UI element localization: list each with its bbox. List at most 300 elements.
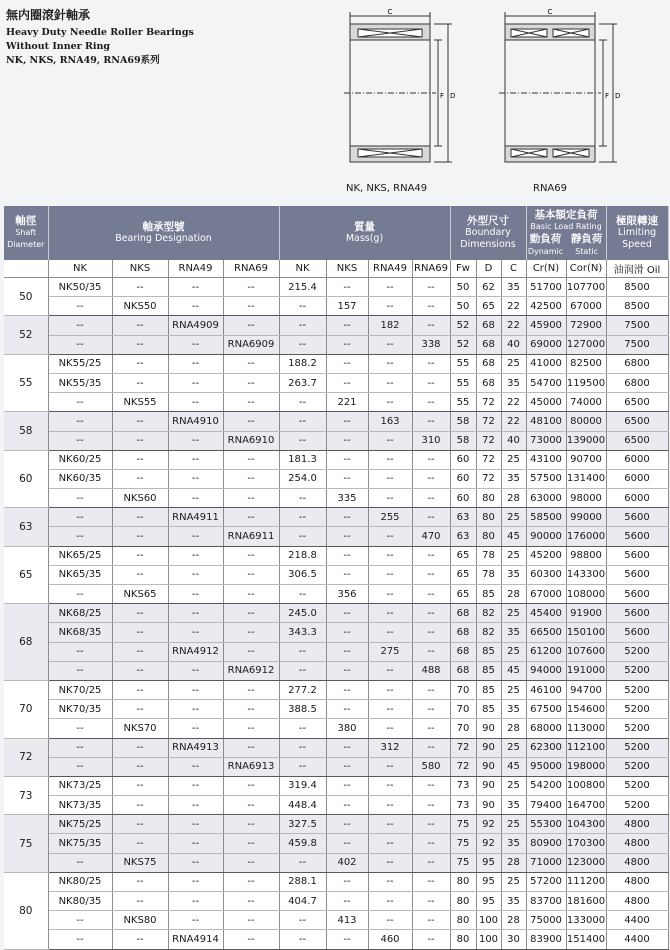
table-cell: -- (279, 431, 326, 450)
table-cell: 5600 (606, 508, 668, 527)
table-cell: -- (279, 757, 326, 776)
table-cell: -- (48, 527, 112, 546)
table-cell: -- (326, 680, 368, 699)
table-cell: 6000 (606, 489, 668, 508)
table-cell: 79400 (526, 796, 566, 815)
table-row (4, 450, 668, 469)
table-cell: -- (168, 853, 223, 872)
table-cell: -- (112, 527, 168, 546)
table-cell: 65 (450, 546, 476, 565)
table-cell: -- (168, 680, 223, 699)
table-cell: 80 (450, 911, 476, 930)
table-cell: -- (168, 335, 223, 354)
table-cell: 25 (501, 872, 526, 891)
table-cell: -- (412, 450, 450, 469)
table-cell: NK75/25 (48, 815, 112, 834)
table-cell: RNA6913 (223, 757, 279, 776)
table-cell: 80 (450, 892, 476, 911)
table-cell: -- (279, 642, 326, 661)
table-row (4, 335, 668, 354)
table-cell: 191000 (566, 661, 606, 680)
table-row (4, 796, 668, 815)
table-cell: 65 (450, 565, 476, 584)
title-english-line1: Heavy Duty Needle Roller Bearings (6, 27, 194, 38)
table-cell: -- (112, 604, 168, 623)
table-cell: 5600 (606, 565, 668, 584)
table-cell: -- (412, 354, 450, 373)
table-cell: 139000 (566, 431, 606, 450)
table-cell: 82 (476, 604, 501, 623)
table-cell: -- (223, 316, 279, 335)
table-cell: RNA6911 (223, 527, 279, 546)
table-cell: -- (326, 450, 368, 469)
table-cell: -- (326, 469, 368, 488)
table-cell: -- (223, 738, 279, 757)
table-cell: -- (223, 489, 279, 508)
bearing-section-drawing (495, 6, 625, 181)
table-row (4, 815, 668, 834)
table-cell: 45400 (526, 604, 566, 623)
table-cell: RNA4914 (168, 930, 223, 949)
table-cell: 75 (450, 853, 476, 872)
table-cell: -- (279, 527, 326, 546)
table-cell: -- (112, 546, 168, 565)
table-cell: 95 (476, 853, 501, 872)
table-cell: -- (279, 738, 326, 757)
table-cell: -- (112, 623, 168, 642)
table-cell: -- (112, 776, 168, 795)
table-cell: -- (412, 892, 450, 911)
table-row (4, 776, 668, 795)
table-row (4, 853, 668, 872)
table-cell: 100 (476, 911, 501, 930)
table-cell: -- (48, 508, 112, 527)
table-cell: 413 (326, 911, 368, 930)
table-cell: 41000 (526, 354, 566, 373)
table-cell: 90 (476, 776, 501, 795)
table-cell: -- (168, 489, 223, 508)
table-cell: 99000 (566, 508, 606, 527)
table-cell: 4800 (606, 834, 668, 853)
table-cell: -- (223, 892, 279, 911)
table-cell: 46100 (526, 680, 566, 699)
table-cell: RNA4913 (168, 738, 223, 757)
table-cell: RNA6909 (223, 335, 279, 354)
table-row (4, 565, 668, 584)
table-cell: NKS55 (112, 393, 168, 412)
table-row (4, 316, 668, 335)
table-cell: 74000 (566, 393, 606, 412)
table-cell: -- (326, 930, 368, 949)
table-cell: 402 (326, 853, 368, 872)
table-cell: -- (412, 911, 450, 930)
table-cell: 6800 (606, 373, 668, 392)
table-cell: -- (112, 642, 168, 661)
header-speed: 極限轉速 Limiting Speed (606, 206, 668, 260)
table-row (4, 738, 668, 757)
table-row (4, 354, 668, 373)
table-cell: 45900 (526, 316, 566, 335)
col-header: RNA69 (223, 260, 279, 278)
table-cell: 164700 (566, 796, 606, 815)
table-cell: 95 (476, 892, 501, 911)
table-cell: -- (368, 853, 412, 872)
table-cell: -- (168, 527, 223, 546)
table-row (4, 623, 668, 642)
table-row (4, 930, 668, 949)
table-cell: -- (223, 412, 279, 431)
table-cell: 60 (450, 489, 476, 508)
table-cell: -- (412, 489, 450, 508)
table-cell: 5200 (606, 642, 668, 661)
diagram-rna69 (495, 6, 625, 201)
table-cell: 55 (450, 393, 476, 412)
table-cell: 100800 (566, 776, 606, 795)
table-cell: -- (368, 278, 412, 297)
table-cell: -- (223, 700, 279, 719)
table-cell: -- (48, 431, 112, 450)
table-cell: 255 (368, 508, 412, 527)
table-cell: -- (326, 546, 368, 565)
table-cell: 108000 (566, 585, 606, 604)
table-cell: 25 (501, 450, 526, 469)
title-english-line2: Without Inner Ring (6, 41, 111, 52)
table-cell: 28 (501, 719, 526, 738)
table-cell: NK65/25 (48, 546, 112, 565)
table-cell: -- (48, 911, 112, 930)
table-cell: -- (326, 412, 368, 431)
table-row (4, 393, 668, 412)
table-cell: 67500 (526, 700, 566, 719)
table-cell: 5200 (606, 776, 668, 795)
table-cell: -- (168, 872, 223, 891)
table-cell: -- (112, 335, 168, 354)
table-cell: -- (112, 892, 168, 911)
table-cell: -- (223, 278, 279, 297)
table-cell: 25 (501, 354, 526, 373)
table-cell: RNA6912 (223, 661, 279, 680)
table-row (4, 527, 668, 546)
table-cell: 28 (501, 853, 526, 872)
table-cell: 343.3 (279, 623, 326, 642)
header-mass: 質量 Mass(g) (279, 206, 450, 260)
table-cell: -- (368, 623, 412, 642)
table-cell: 68 (450, 661, 476, 680)
table-cell: 4800 (606, 853, 668, 872)
col-header: NK (279, 260, 326, 278)
table-cell: -- (412, 930, 450, 949)
table-cell: 221 (326, 393, 368, 412)
table-cell: -- (223, 508, 279, 527)
table-cell: -- (168, 585, 223, 604)
table-cell: -- (112, 278, 168, 297)
table-cell: 107600 (566, 642, 606, 661)
table-cell: -- (368, 680, 412, 699)
table-cell: 35 (501, 834, 526, 853)
table-cell: 72 (476, 469, 501, 488)
table-cell: -- (223, 354, 279, 373)
table-cell: 55 (450, 373, 476, 392)
table-cell: 60 (450, 469, 476, 488)
table-cell: NK55/35 (48, 373, 112, 392)
table-cell: 73 (450, 796, 476, 815)
table-cell: 133000 (566, 911, 606, 930)
table-cell: 580 (412, 757, 450, 776)
table-cell: -- (412, 604, 450, 623)
table-cell: -- (48, 738, 112, 757)
diagram-left-caption: NK, NKS, RNA49 (346, 183, 428, 194)
table-cell: RNA4909 (168, 316, 223, 335)
table-cell: -- (368, 661, 412, 680)
table-cell: 43100 (526, 450, 566, 469)
table-cell: -- (112, 796, 168, 815)
header-boundary: 外型尺寸 Boundary Dimensions (450, 206, 526, 260)
table-cell: NK60/25 (48, 450, 112, 469)
shaft-diameter-cell: 58 (4, 412, 48, 450)
table-cell: 388.5 (279, 700, 326, 719)
table-cell: -- (412, 680, 450, 699)
table-cell: 68 (476, 335, 501, 354)
table-cell: -- (412, 585, 450, 604)
table-cell: RNA4912 (168, 642, 223, 661)
shaft-diameter-cell: 70 (4, 680, 48, 738)
table-cell: -- (223, 297, 279, 316)
table-cell: -- (368, 450, 412, 469)
table-cell: 4400 (606, 930, 668, 949)
table-cell: 72 (450, 757, 476, 776)
table-cell: -- (112, 354, 168, 373)
table-cell: -- (279, 335, 326, 354)
table-cell: 170300 (566, 834, 606, 853)
table-cell: -- (168, 393, 223, 412)
table-cell: 112100 (566, 738, 606, 757)
bearing-spec-table (4, 206, 669, 950)
table-cell: 78 (476, 565, 501, 584)
table-cell: 22 (501, 412, 526, 431)
table-cell: 67000 (566, 297, 606, 316)
table-cell: NKS65 (112, 585, 168, 604)
table-cell: -- (168, 450, 223, 469)
table-cell: -- (223, 450, 279, 469)
col-header: C (501, 260, 526, 278)
table-cell: -- (412, 623, 450, 642)
table-cell: 181600 (566, 892, 606, 911)
table-cell: -- (223, 796, 279, 815)
table-cell: 35 (501, 565, 526, 584)
diagram-right-caption: RNA69 (533, 183, 567, 194)
table-cell: NK80/25 (48, 872, 112, 891)
table-cell: 404.7 (279, 892, 326, 911)
shaft-diameter-cell: 75 (4, 815, 48, 873)
table-cell: 82500 (566, 354, 606, 373)
title-chinese: 無内圈滾針軸承 (6, 8, 91, 22)
table-cell: -- (223, 585, 279, 604)
table-row (4, 872, 668, 891)
table-cell: -- (368, 776, 412, 795)
shaft-diameter-cell: 63 (4, 508, 48, 546)
table-cell: 72 (476, 450, 501, 469)
table-cell: 72 (476, 431, 501, 450)
table-cell: -- (112, 680, 168, 699)
col-header: Cr(N) (526, 260, 566, 278)
table-row (4, 489, 668, 508)
table-cell: -- (112, 872, 168, 891)
table-cell: -- (279, 930, 326, 949)
table-cell: 6800 (606, 354, 668, 373)
table-cell: 58 (450, 431, 476, 450)
table-cell: -- (112, 450, 168, 469)
table-cell: 90 (476, 719, 501, 738)
table-cell: 310 (412, 431, 450, 450)
table-cell: 215.4 (279, 278, 326, 297)
table-cell: NK60/35 (48, 469, 112, 488)
table-cell: 5600 (606, 623, 668, 642)
table-cell: 6500 (606, 393, 668, 412)
table-cell: -- (168, 565, 223, 584)
table-cell: -- (223, 469, 279, 488)
table-cell: 460 (368, 930, 412, 949)
table-cell: 85 (476, 680, 501, 699)
table-cell: 63 (450, 527, 476, 546)
table-cell: 48100 (526, 412, 566, 431)
table-cell: -- (112, 431, 168, 450)
table-cell: 65 (476, 297, 501, 316)
table-cell: 6000 (606, 469, 668, 488)
table-cell: 182 (368, 316, 412, 335)
table-cell: 71000 (526, 853, 566, 872)
table-cell: -- (112, 738, 168, 757)
table-cell: -- (168, 354, 223, 373)
table-cell: 25 (501, 508, 526, 527)
table-cell: 488 (412, 661, 450, 680)
table-row (4, 892, 668, 911)
table-cell: 5200 (606, 757, 668, 776)
table-cell: 68 (450, 604, 476, 623)
table-cell: 58500 (526, 508, 566, 527)
table-cell: 22 (501, 297, 526, 316)
table-cell: 25 (501, 546, 526, 565)
table-cell: 68 (476, 373, 501, 392)
table-row (4, 834, 668, 853)
table-cell: 218.8 (279, 546, 326, 565)
table-cell: 5600 (606, 546, 668, 565)
table-cell: 94700 (566, 680, 606, 699)
table-cell: -- (412, 316, 450, 335)
table-cell: 335 (326, 489, 368, 508)
table-cell: 277.2 (279, 680, 326, 699)
table-cell: -- (223, 815, 279, 834)
table-cell: -- (223, 546, 279, 565)
table-cell: 68 (476, 316, 501, 335)
table-cell: 263.7 (279, 373, 326, 392)
table-cell: 35 (501, 700, 526, 719)
table-cell: 100 (476, 930, 501, 949)
table-cell: NK80/35 (48, 892, 112, 911)
table-cell: -- (326, 757, 368, 776)
table-cell: 72 (476, 412, 501, 431)
table-cell: 73 (450, 776, 476, 795)
dim-c-label: C (387, 8, 393, 16)
table-row (4, 508, 668, 527)
table-cell: 5600 (606, 604, 668, 623)
table-cell: -- (279, 853, 326, 872)
table-cell: 85 (476, 661, 501, 680)
shaft-diameter-cell: 68 (4, 604, 48, 681)
table-cell: -- (223, 853, 279, 872)
table-cell: -- (112, 834, 168, 853)
table-cell: 5200 (606, 661, 668, 680)
table-cell: -- (223, 642, 279, 661)
table-cell: -- (412, 297, 450, 316)
table-cell: 60300 (526, 565, 566, 584)
table-cell: -- (48, 316, 112, 335)
table-cell: -- (279, 316, 326, 335)
table-cell: 42500 (526, 297, 566, 316)
table-row (4, 373, 668, 392)
table-cell: -- (223, 719, 279, 738)
table-cell: 22 (501, 393, 526, 412)
table-cell: 55300 (526, 815, 566, 834)
dim-fw-label: F (605, 92, 610, 100)
table-cell: 6500 (606, 412, 668, 431)
table-cell: -- (412, 853, 450, 872)
table-cell: 58 (450, 412, 476, 431)
table-cell: 176000 (566, 527, 606, 546)
table-cell: 35 (501, 278, 526, 297)
table-cell: -- (412, 700, 450, 719)
table-cell: -- (368, 527, 412, 546)
table-cell: -- (326, 642, 368, 661)
table-cell: NK55/25 (48, 354, 112, 373)
table-cell: -- (326, 335, 368, 354)
table-cell: 380 (326, 719, 368, 738)
table-cell: -- (223, 393, 279, 412)
table-cell: NK75/35 (48, 834, 112, 853)
table-cell: -- (279, 719, 326, 738)
dim-d-label: D (450, 92, 456, 100)
table-cell: 70 (450, 700, 476, 719)
table-cell: -- (168, 431, 223, 450)
table-cell: -- (112, 700, 168, 719)
table-cell: -- (48, 853, 112, 872)
table-cell: -- (412, 508, 450, 527)
table-cell: 70 (450, 680, 476, 699)
table-cell: -- (412, 834, 450, 853)
table-cell: 123000 (566, 853, 606, 872)
table-cell: NK50/35 (48, 278, 112, 297)
table-cell: -- (326, 527, 368, 546)
table-row (4, 700, 668, 719)
table-cell: -- (168, 892, 223, 911)
table-cell: -- (112, 565, 168, 584)
table-row (4, 412, 668, 431)
col-header: NK (48, 260, 112, 278)
table-row (4, 297, 668, 316)
table-cell: -- (368, 757, 412, 776)
table-row (4, 719, 668, 738)
table-cell: NKS70 (112, 719, 168, 738)
table-cell: -- (368, 546, 412, 565)
table-cell: -- (279, 393, 326, 412)
table-cell: -- (412, 565, 450, 584)
table-row (4, 585, 668, 604)
table-cell: -- (279, 297, 326, 316)
table-cell: 459.8 (279, 834, 326, 853)
table-cell: -- (223, 834, 279, 853)
bearing-section-drawing (336, 6, 466, 181)
table-cell: -- (412, 373, 450, 392)
table-cell: -- (326, 316, 368, 335)
